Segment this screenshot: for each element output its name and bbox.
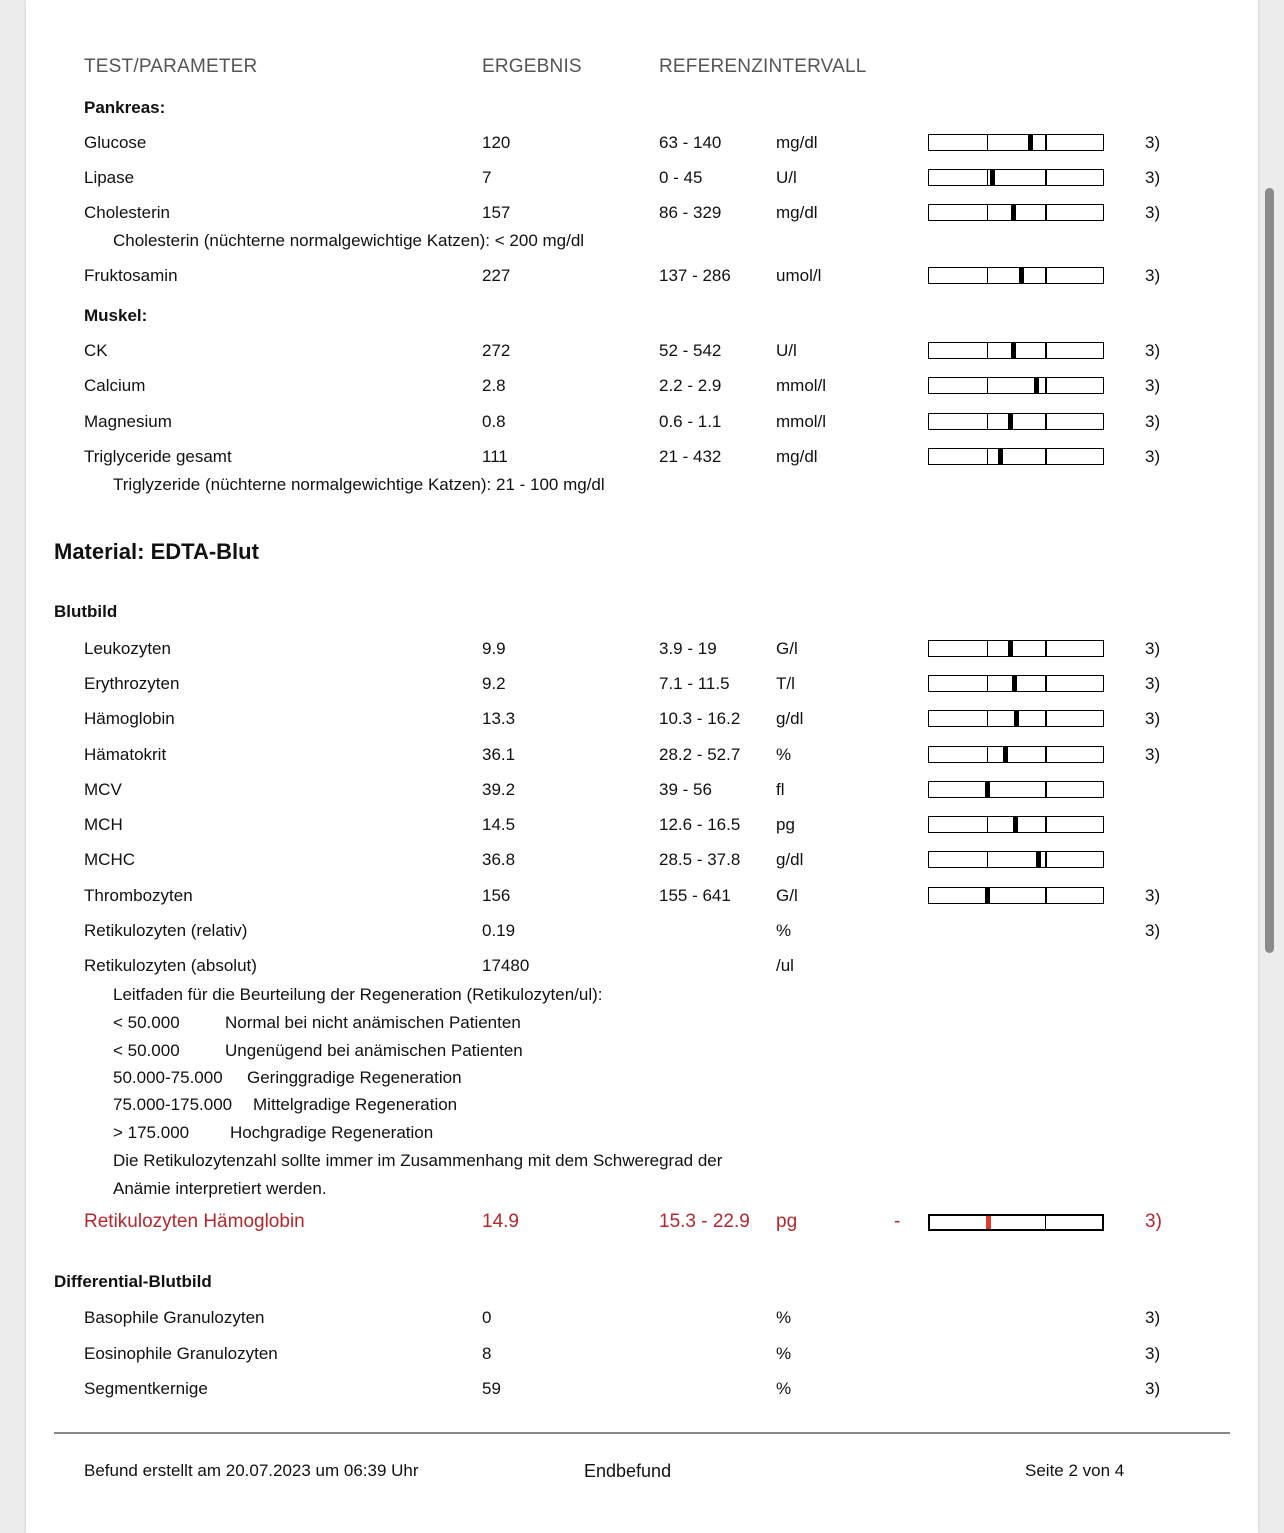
range-tick <box>1045 170 1047 185</box>
parameter-name: Glucose <box>84 133 147 152</box>
range-indicator-bar <box>928 134 1104 151</box>
result-value: 272 <box>482 341 511 360</box>
reti-guide-text: Hochgradige Regeneration <box>230 1123 434 1142</box>
result-value: 36.1 <box>482 745 516 764</box>
range-tick <box>1045 711 1047 726</box>
unit-label: mg/dl <box>776 203 818 222</box>
result-value: 0 <box>482 1308 492 1327</box>
range-indicator-bar <box>928 640 1104 657</box>
unit-label: mmol/l <box>776 412 827 431</box>
reti-guide-range: 50.000-75.000 <box>113 1068 223 1087</box>
range-tick <box>1045 343 1047 358</box>
result-row <box>26 133 1258 157</box>
vertical-scrollbar[interactable] <box>1265 188 1274 953</box>
parameter-name: Retikulozyten (absolut) <box>84 956 257 975</box>
range-indicator-bar <box>928 204 1104 221</box>
value-marker <box>1003 747 1008 762</box>
unit-label: % <box>776 745 792 764</box>
range-indicator-bar <box>928 413 1104 430</box>
result-row <box>26 886 1258 910</box>
unit-label: mg/dl <box>776 447 818 466</box>
value-marker <box>1008 641 1013 656</box>
unit-label: g/dl <box>776 850 804 869</box>
triglyzeride-note: Triglyzeride (nüchterne normalgewichtige Katzen): 21 - 100 mg/dl <box>113 475 605 494</box>
unit-label: % <box>776 1308 792 1327</box>
parameter-name: MCH <box>84 815 123 834</box>
range-indicator-bar <box>928 675 1104 692</box>
footnote-marker: 3) <box>1145 203 1161 222</box>
unit-label: mmol/l <box>776 376 827 395</box>
reference-range: 0 - 45 <box>659 168 703 187</box>
footnote-marker: 3) <box>1145 1344 1161 1363</box>
unit-label: pg <box>776 1211 798 1232</box>
range-indicator-bar <box>928 1214 1104 1231</box>
unit-label: T/l <box>776 674 795 693</box>
range-tick <box>987 170 989 185</box>
reference-range: 63 - 140 <box>659 133 722 152</box>
footnote-marker: 3) <box>1145 412 1161 431</box>
reti-guide-outro: Anämie interpretiert werden. <box>113 1179 327 1198</box>
range-indicator-bar <box>928 342 1104 359</box>
footnote-marker: 3) <box>1145 1308 1161 1327</box>
parameter-name: Hämoglobin <box>84 709 175 728</box>
range-tick <box>987 676 989 691</box>
column-header-test: TEST/PARAMETER <box>84 56 258 77</box>
value-marker <box>985 888 990 903</box>
result-value: 36.8 <box>482 850 516 869</box>
unit-label: G/l <box>776 639 798 658</box>
result-value: 13.3 <box>482 709 516 728</box>
range-tick <box>987 817 989 832</box>
range-tick <box>987 378 989 393</box>
range-tick <box>1045 747 1047 762</box>
reference-range: 21 - 432 <box>659 447 722 466</box>
range-tick <box>1045 268 1047 283</box>
result-row <box>26 447 1258 471</box>
range-tick <box>1045 135 1047 150</box>
range-tick <box>987 852 989 867</box>
value-marker <box>1019 268 1024 283</box>
range-indicator-bar <box>928 816 1104 833</box>
result-value: 14.9 <box>482 1211 519 1232</box>
range-tick <box>1045 676 1047 691</box>
unit-label: U/l <box>776 168 797 187</box>
value-marker <box>1011 343 1016 358</box>
unit-label: pg <box>776 815 795 834</box>
range-tick <box>1045 378 1047 393</box>
result-value: 9.2 <box>482 674 506 693</box>
range-indicator-bar <box>928 746 1104 763</box>
reti-guide-text: Normal bei nicht anämischen Patienten <box>225 1013 521 1032</box>
material-heading: Material: EDTA-Blut <box>54 539 259 564</box>
result-row <box>26 815 1258 839</box>
footnote-marker: 3) <box>1145 639 1161 658</box>
unit-label: fl <box>776 780 785 799</box>
range-tick <box>987 268 989 283</box>
result-row <box>26 921 1258 945</box>
reference-range: 28.2 - 52.7 <box>659 745 741 764</box>
section-muskel: Muskel: <box>84 306 148 325</box>
result-value: 2.8 <box>482 376 506 395</box>
range-indicator-bar <box>928 710 1104 727</box>
range-tick <box>1045 414 1047 429</box>
result-value: 59 <box>482 1379 501 1398</box>
reference-range: 137 - 286 <box>659 266 731 285</box>
parameter-name: Thrombozyten <box>84 886 193 905</box>
result-row <box>26 709 1258 733</box>
reference-range: 12.6 - 16.5 <box>659 815 741 834</box>
value-marker <box>1034 378 1039 393</box>
footnote-marker: 3) <box>1145 745 1161 764</box>
range-indicator-bar <box>928 448 1104 465</box>
unit-label: umol/l <box>776 266 822 285</box>
reference-range: 10.3 - 16.2 <box>659 709 741 728</box>
reference-range: 28.5 - 37.8 <box>659 850 741 869</box>
reference-range: 15.3 - 22.9 <box>659 1211 750 1232</box>
range-tick <box>1045 205 1047 220</box>
parameter-name: Retikulozyten (relativ) <box>84 921 248 940</box>
value-marker <box>998 449 1003 464</box>
parameter-name: Calcium <box>84 376 146 395</box>
range-tick <box>1045 852 1047 867</box>
value-marker <box>990 170 995 185</box>
range-tick <box>1045 641 1047 656</box>
unit-label: g/dl <box>776 709 804 728</box>
footnote-marker: 3) <box>1145 709 1161 728</box>
result-row <box>26 203 1258 227</box>
reference-range: 86 - 329 <box>659 203 722 222</box>
parameter-name: Eosinophile Granulozyten <box>84 1344 278 1363</box>
section-pankreas: Pankreas: <box>84 98 166 117</box>
result-row <box>26 1308 1258 1332</box>
reference-range: 155 - 641 <box>659 886 731 905</box>
report-page <box>26 0 1258 1533</box>
result-value: 156 <box>482 886 511 905</box>
footnote-marker: 3) <box>1145 447 1161 466</box>
footnote-marker: 3) <box>1145 1379 1161 1398</box>
result-row <box>26 266 1258 290</box>
footnote-marker: 3) <box>1145 266 1161 285</box>
parameter-name: Leukozyten <box>84 639 171 658</box>
parameter-name: CK <box>84 341 108 360</box>
value-marker <box>986 1216 991 1229</box>
range-tick <box>987 414 989 429</box>
result-row <box>26 745 1258 769</box>
result-row <box>26 850 1258 874</box>
unit-label: /ul <box>776 956 794 975</box>
parameter-name: MCHC <box>84 850 135 869</box>
reti-guide-range: 75.000-175.000 <box>113 1095 233 1114</box>
unit-label: % <box>776 1344 792 1363</box>
result-row <box>26 341 1258 365</box>
range-tick <box>987 205 989 220</box>
reference-range: 0.6 - 1.1 <box>659 412 722 431</box>
result-value: 157 <box>482 203 511 222</box>
parameter-name: Hämatokrit <box>84 745 167 764</box>
result-row-abnormal <box>26 1213 1258 1237</box>
reti-guide-text: Ungenügend bei anämischen Patienten <box>225 1041 523 1060</box>
reti-guide-text: Geringgradige Regeneration <box>247 1068 462 1087</box>
result-row <box>26 1379 1258 1403</box>
result-value: 17480 <box>482 956 530 975</box>
flag-indicator: - <box>894 1211 901 1232</box>
footnote-marker: 3) <box>1145 886 1161 905</box>
range-tick <box>987 343 989 358</box>
result-value: 9.9 <box>482 639 506 658</box>
range-indicator-bar <box>928 887 1104 904</box>
range-indicator-bar <box>928 267 1104 284</box>
result-row <box>26 376 1258 400</box>
result-value: 39.2 <box>482 780 516 799</box>
footer-divider <box>54 1432 1230 1434</box>
reference-range: 52 - 542 <box>659 341 722 360</box>
range-tick <box>1045 449 1047 464</box>
range-tick <box>987 711 989 726</box>
footnote-marker: 3) <box>1145 341 1161 360</box>
value-marker <box>1028 135 1033 150</box>
value-marker <box>1008 414 1013 429</box>
result-value: 0.8 <box>482 412 506 431</box>
footer-page: Seite 2 von 4 <box>1025 1461 1125 1480</box>
parameter-name: Fruktosamin <box>84 266 178 285</box>
parameter-name: Erythrozyten <box>84 674 180 693</box>
range-tick <box>987 449 989 464</box>
section-differential: Differential-Blutbild <box>54 1272 212 1291</box>
footer-created: Befund erstellt am 20.07.2023 um 06:39 Uhr <box>84 1461 419 1480</box>
reti-guide-text: Mittelgradige Regeneration <box>253 1095 458 1114</box>
range-tick <box>1045 1216 1047 1229</box>
result-value: 14.5 <box>482 815 516 834</box>
value-marker <box>1012 676 1017 691</box>
footnote-marker: 3) <box>1145 168 1161 187</box>
cholesterin-note: Cholesterin (nüchterne normalgewichtige Katzen): < 200 mg/dl <box>113 231 585 250</box>
unit-label: G/l <box>776 886 798 905</box>
unit-label: % <box>776 1379 792 1398</box>
result-value: 0.19 <box>482 921 516 940</box>
section-blutbild: Blutbild <box>54 602 118 621</box>
result-row <box>26 168 1258 192</box>
footnote-marker: 3) <box>1145 1211 1162 1232</box>
footnote-marker: 3) <box>1145 376 1161 395</box>
result-row <box>26 1344 1258 1368</box>
result-value: 8 <box>482 1344 492 1363</box>
footnote-marker: 3) <box>1145 674 1161 693</box>
reti-guide-outro: Die Retikulozytenzahl sollte immer im Zusammenhang mit dem Schweregrad der <box>113 1151 723 1170</box>
parameter-name: Cholesterin <box>84 203 170 222</box>
unit-label: % <box>776 921 792 940</box>
unit-label: U/l <box>776 341 797 360</box>
result-row <box>26 412 1258 436</box>
value-marker <box>1013 817 1018 832</box>
range-indicator-bar <box>928 781 1104 798</box>
range-tick <box>987 135 989 150</box>
range-tick <box>1045 782 1047 797</box>
reti-guide-range: < 50.000 <box>113 1041 180 1060</box>
range-indicator-bar <box>928 851 1104 868</box>
reti-guide-intro: Leitfaden für die Beurteilung der Regeneration (Retikulozyten/ul): <box>113 985 603 1004</box>
parameter-name: Lipase <box>84 168 135 187</box>
result-value: 7 <box>482 168 492 187</box>
result-row <box>26 956 1258 980</box>
footnote-marker: 3) <box>1145 133 1161 152</box>
parameter-name: Basophile Granulozyten <box>84 1308 265 1327</box>
parameter-name: Triglyceride gesamt <box>84 447 232 466</box>
parameter-name: Segmentkernige <box>84 1379 208 1398</box>
unit-label: mg/dl <box>776 133 818 152</box>
range-indicator-bar <box>928 377 1104 394</box>
reti-guide-range: > 175.000 <box>113 1123 190 1142</box>
result-value: 111 <box>482 447 508 466</box>
range-tick <box>1045 888 1047 903</box>
value-marker <box>1014 711 1019 726</box>
result-row <box>26 639 1258 663</box>
reference-range: 7.1 - 11.5 <box>659 674 730 693</box>
reference-range: 2.2 - 2.9 <box>659 376 722 395</box>
reference-range: 3.9 - 19 <box>659 639 717 658</box>
range-tick <box>987 641 989 656</box>
reference-range: 39 - 56 <box>659 780 712 799</box>
value-marker <box>1036 852 1041 867</box>
reti-guide-range: < 50.000 <box>113 1013 180 1032</box>
parameter-name: Magnesium <box>84 412 172 431</box>
value-marker <box>985 782 990 797</box>
parameter-name: MCV <box>84 780 122 799</box>
footer-status: Endbefund <box>584 1461 672 1481</box>
result-row <box>26 780 1258 804</box>
result-row <box>26 674 1258 698</box>
footnote-marker: 3) <box>1145 921 1161 940</box>
parameter-name: Retikulozyten Hämoglobin <box>84 1211 305 1232</box>
result-value: 120 <box>482 133 511 152</box>
range-tick <box>987 747 989 762</box>
range-indicator-bar <box>928 169 1104 186</box>
range-tick <box>1045 817 1047 832</box>
value-marker <box>1011 205 1016 220</box>
column-header-result: ERGEBNIS <box>482 56 582 77</box>
column-header-reference: REFERENZINTERVALL <box>659 56 867 77</box>
result-value: 227 <box>482 266 511 285</box>
